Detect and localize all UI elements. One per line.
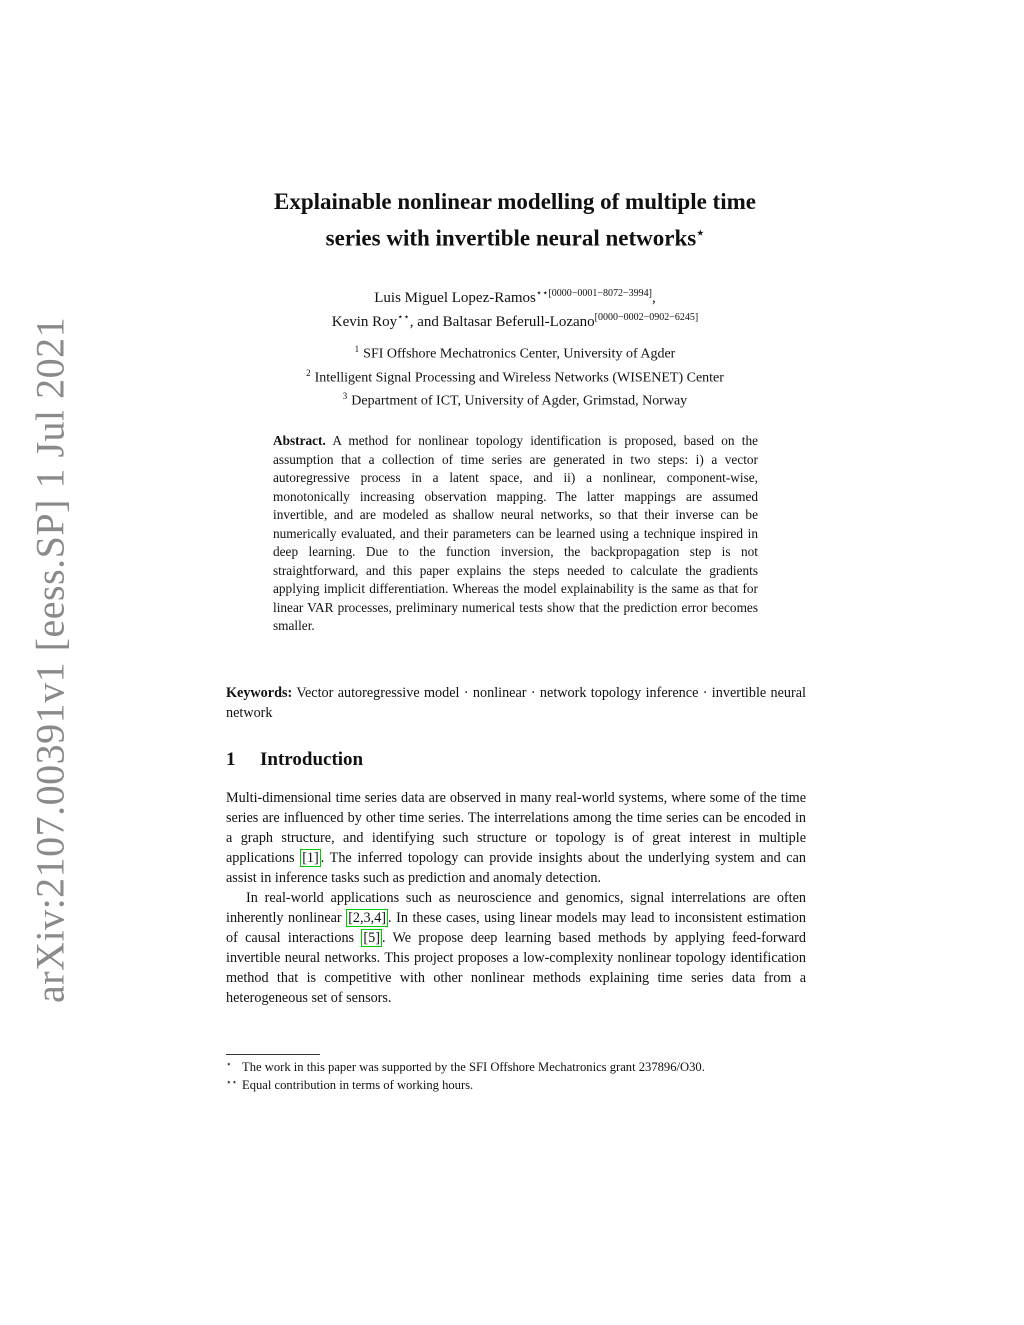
keywords	[226, 683, 806, 723]
author-1-orcid: ⋆⋆[0000−0001−8072−3994]	[535, 288, 652, 299]
paragraph-text: . In these cases, using linear models may lead to inconsistent estimation of causal interactions	[226, 910, 806, 946]
paragraph-text: Multi-dimensional time series data are observed in many real-world systems, where some of the time series are influenced by other time series. The interrelations among the time series can be encoded in a graph structure, and identifying such structure or topology is of great interest in multiple applications	[226, 790, 806, 866]
affiliation-1	[220, 340, 810, 364]
footnote-1	[226, 1059, 806, 1076]
section-number: 1	[226, 749, 236, 770]
affiliation-text: Intelligent Signal Processing and Wireless Networks (WISENET) Center	[314, 370, 724, 386]
paragraph-text: . We propose deep learning based methods by applying feed-forward invertible neural networks. This project proposes a low-complexity nonlinear topology identification method that is competitive with other nonlinear methods explaining time series data from a heterogeneous set of sensors.	[226, 930, 806, 1006]
footnote-rule	[226, 1054, 320, 1055]
introduction-body	[226, 788, 806, 1008]
section-heading-introduction	[226, 749, 363, 771]
affiliation-2	[220, 364, 810, 388]
author-separator: ,	[652, 290, 656, 306]
author-2-mark: ⋆⋆	[397, 312, 410, 323]
citation-link[interactable]: [1]	[302, 850, 319, 866]
footnote-2	[226, 1077, 806, 1094]
keywords-label: Keywords:	[226, 685, 293, 701]
author-1-name: Luis Miguel Lopez-Ramos	[374, 290, 536, 306]
title-footnote-mark: ⋆	[696, 225, 705, 240]
author-3-name: Baltasar Beferull-Lozano	[442, 314, 595, 330]
abstract-label: Abstract.	[273, 433, 326, 448]
author-list	[220, 284, 810, 332]
abstract	[273, 432, 758, 636]
affiliation-number: 3	[342, 391, 348, 402]
affiliation-number: 1	[354, 344, 360, 354]
affiliation-text: Department of ICT, University of Agder, Grimstad, Norway	[351, 393, 688, 409]
intro-paragraph-1	[226, 788, 806, 888]
affiliation-number: 2	[306, 367, 311, 378]
footnotes	[226, 1059, 806, 1094]
arxiv-stamp: arXiv:2107.00391v1 [eess.SP] 1 Jul 2021	[27, 316, 73, 1004]
author-separator: , and	[409, 314, 443, 330]
title-line-2: series with invertible neural networks	[325, 225, 697, 251]
intro-paragraph-2	[226, 888, 806, 1008]
footnote-mark: ⋆	[226, 1059, 232, 1069]
section-title: Introduction	[260, 749, 364, 770]
citation-link[interactable]: [5]	[363, 930, 380, 946]
keywords-text: Vector autoregressive model · nonlinear · network topology inference · invertible neural network	[226, 685, 806, 721]
abstract-text: A method for nonlinear topology identification is proposed, based on the assumption that a collection of time series are generated in two steps: i) a vector autoregressive process in a latent space, and ii) a nonlinear, component-wise, monotonically increasing observation mapping. The latter mappings are assumed invertible, and are modeled as shallow neural networks, so that their inverse can be numerically evaluated, and their parameters can be learned using a technique inspired in deep learning. Due to the function inversion, the backpropagation step is not straightforward, and this paper explains the steps needed to calculate the gradients applying implicit differentiation. Whereas the model explainability is the same as that for linear VAR processes, preliminary numerical tests show that the prediction error becomes smaller.	[273, 433, 758, 633]
title-line-1: Explainable nonlinear modelling of multiple time	[274, 189, 756, 214]
footnote-mark: ⋆⋆	[226, 1077, 238, 1087]
author-2-name: Kevin Roy	[331, 314, 398, 330]
paper-title	[205, 186, 825, 254]
affiliation-text: SFI Offshore Mechatronics Center, University of Agder	[363, 346, 676, 362]
affiliations	[220, 340, 810, 411]
author-3-orcid: [0000−0002−0902−6245]	[594, 312, 699, 323]
footnote-text: Equal contribution in terms of working hours.	[242, 1078, 474, 1092]
footnote-text: The work in this paper was supported by the SFI Offshore Mechatronics grant 237896/O30.	[242, 1060, 705, 1074]
affiliation-3	[220, 387, 810, 411]
paragraph-text: In real-world applications such as neuroscience and genomics, signal interrelations are often inherently nonlinear	[226, 890, 806, 926]
citation-link[interactable]: [2,3,4]	[348, 910, 387, 926]
paragraph-text: . The inferred topology can provide insights about the underlying system and can assist in inference tasks such as prediction and anomaly detection.	[226, 850, 806, 886]
